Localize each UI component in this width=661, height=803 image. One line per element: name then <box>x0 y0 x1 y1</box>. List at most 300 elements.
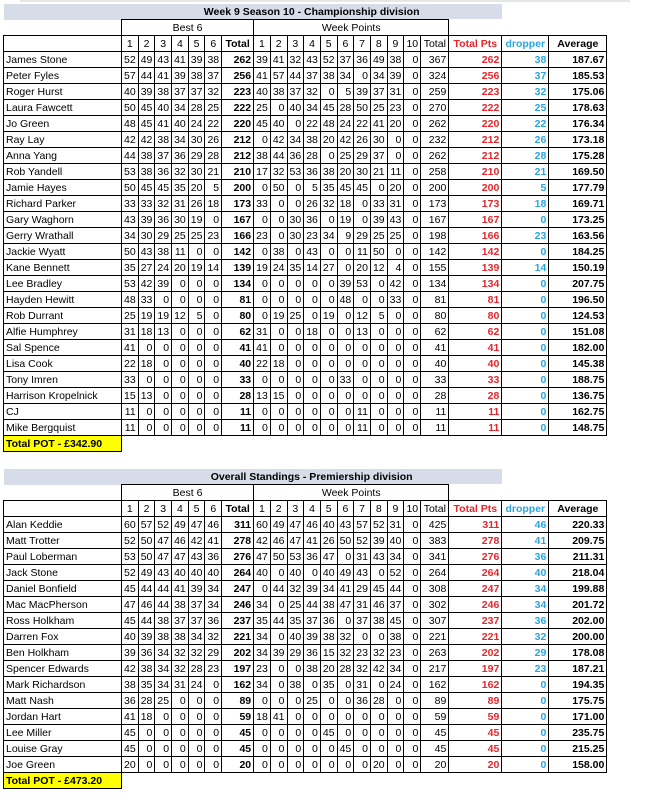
week-score: 45 <box>370 581 387 597</box>
best-score: 40 <box>205 565 222 581</box>
best-score: 37 <box>188 613 205 629</box>
week-score: 0 <box>320 693 337 709</box>
week-score: 44 <box>270 581 287 597</box>
dropper: 37 <box>502 68 549 84</box>
player-name: Louise Gray <box>4 741 122 757</box>
week-score: 40 <box>287 100 304 116</box>
group-header-row <box>4 485 607 501</box>
week-score: 0 <box>404 68 421 84</box>
week-score: 5 <box>304 180 321 196</box>
pot-row <box>4 773 607 789</box>
week-score: 0 <box>320 244 337 260</box>
week-score: 0 <box>254 372 271 388</box>
week-score: 0 <box>287 661 304 677</box>
week-score: 35 <box>287 260 304 276</box>
best-score: 32 <box>172 645 189 661</box>
best-total: 278 <box>222 533 254 549</box>
best-col-header: 3 <box>155 501 172 517</box>
best-score: 37 <box>205 68 222 84</box>
week-score: 0 <box>287 180 304 196</box>
week-score: 0 <box>387 340 404 356</box>
best-score: 12 <box>172 308 189 324</box>
week-score: 0 <box>254 725 271 741</box>
average: 169.50 <box>549 164 607 180</box>
best-col-header: 2 <box>138 501 155 517</box>
best-score: 42 <box>188 533 205 549</box>
best-score: 25 <box>205 100 222 116</box>
week-score: 11 <box>354 420 371 436</box>
week-score: 12 <box>370 260 387 276</box>
week-score: 33 <box>370 196 387 212</box>
total-pts: 276 <box>449 549 502 565</box>
week-score: 0 <box>337 757 354 773</box>
week-score: 22 <box>254 356 271 372</box>
best-score: 35 <box>122 260 139 276</box>
average: 187.21 <box>549 661 607 677</box>
week-score: 45 <box>337 741 354 757</box>
week-score: 0 <box>270 597 287 613</box>
best-score: 45 <box>155 180 172 196</box>
best-score: 60 <box>122 517 139 533</box>
week-score: 0 <box>370 292 387 308</box>
best-score: 24 <box>155 260 172 276</box>
week-total: 45 <box>421 741 449 757</box>
week-score: 20 <box>354 260 371 276</box>
week-total: 221 <box>421 629 449 645</box>
week-score: 0 <box>304 356 321 372</box>
week-score: 0 <box>404 645 421 661</box>
week-col-header: 9 <box>387 501 404 517</box>
week-score: 34 <box>254 645 271 661</box>
best-score: 34 <box>155 677 172 693</box>
week-total: 200 <box>421 180 449 196</box>
week-score: 18 <box>337 196 354 212</box>
best-score: 49 <box>172 517 189 533</box>
week-score: 0 <box>320 757 337 773</box>
table-row <box>4 164 607 180</box>
dropper-header: dropper <box>502 501 549 517</box>
week-score: 52 <box>387 565 404 581</box>
best-score: 5 <box>188 308 205 324</box>
week-score: 0 <box>270 420 287 436</box>
best-score: 38 <box>138 164 155 180</box>
week-score: 30 <box>370 132 387 148</box>
player-name: Darren Fox <box>4 629 122 645</box>
best-score: 20 <box>122 757 139 773</box>
week-score: 0 <box>370 725 387 741</box>
week-score: 32 <box>337 645 354 661</box>
title-blank-cell <box>4 469 122 485</box>
total-pts: 134 <box>449 276 502 292</box>
week-total: 341 <box>421 549 449 565</box>
best-score: 0 <box>172 292 189 308</box>
week-score: 0 <box>404 132 421 148</box>
table-row <box>4 260 607 276</box>
week-score: 0 <box>304 709 321 725</box>
week-score: 32 <box>370 645 387 661</box>
total-pts: 256 <box>449 68 502 84</box>
week-score: 0 <box>287 404 304 420</box>
total-pts: 223 <box>449 84 502 100</box>
table-row <box>4 52 607 68</box>
week-score: 38 <box>320 629 337 645</box>
average: 211.31 <box>549 549 607 565</box>
best-score: 19 <box>138 308 155 324</box>
week-score: 50 <box>337 533 354 549</box>
best-score: 28 <box>188 661 205 677</box>
total-pts: 212 <box>449 132 502 148</box>
player-name: Peter Fyles <box>4 68 122 84</box>
best-score: 0 <box>172 356 189 372</box>
average: 173.25 <box>549 212 607 228</box>
week-score: 5 <box>370 308 387 324</box>
week-total: 383 <box>421 533 449 549</box>
best-score: 0 <box>205 308 222 324</box>
table-row <box>4 709 607 725</box>
week-score: 0 <box>387 244 404 260</box>
best-score: 0 <box>138 404 155 420</box>
week-score: 0 <box>287 356 304 372</box>
best-score: 0 <box>188 276 205 292</box>
best-score: 33 <box>122 196 139 212</box>
best-total: 80 <box>222 308 254 324</box>
week-score: 0 <box>337 725 354 741</box>
total-pts: 166 <box>449 228 502 244</box>
best-score: 49 <box>138 52 155 68</box>
best-score: 28 <box>205 148 222 164</box>
table-row <box>4 180 607 196</box>
week-score: 0 <box>320 276 337 292</box>
week-score: 0 <box>254 308 271 324</box>
dropper: 0 <box>502 725 549 741</box>
player-name: Mike Bergquist <box>4 420 122 436</box>
average: 177.79 <box>549 180 607 196</box>
week-score: 0 <box>354 629 371 645</box>
player-name: Jamie Hayes <box>4 180 122 196</box>
table-row <box>4 420 607 436</box>
week-score: 25 <box>387 228 404 244</box>
dropper: 34 <box>502 581 549 597</box>
week-total: 142 <box>421 244 449 260</box>
week-total: 40 <box>421 356 449 372</box>
best-score: 37 <box>155 148 172 164</box>
best-score: 32 <box>205 84 222 100</box>
player-name: Lee Bradley <box>4 276 122 292</box>
best-total: 33 <box>222 372 254 388</box>
week-score: 0 <box>287 244 304 260</box>
week-score: 36 <box>287 148 304 164</box>
best-score: 0 <box>155 420 172 436</box>
average: 185.53 <box>549 68 607 84</box>
best-score: 43 <box>188 549 205 565</box>
week-score: 20 <box>387 180 404 196</box>
player-name: Anna Yang <box>4 148 122 164</box>
best-score: 29 <box>155 228 172 244</box>
best-score: 39 <box>138 629 155 645</box>
best-score: 18 <box>138 356 155 372</box>
week-score: 37 <box>387 597 404 613</box>
week-score: 0 <box>287 372 304 388</box>
week-score: 34 <box>370 68 387 84</box>
best-score: 11 <box>122 404 139 420</box>
best-total: 166 <box>222 228 254 244</box>
week-score: 0 <box>287 324 304 340</box>
best-score: 36 <box>155 212 172 228</box>
total-pts: 89 <box>449 693 502 709</box>
best-score: 40 <box>122 629 139 645</box>
player-name: Ross Holkham <box>4 613 122 629</box>
week-score: 36 <box>304 645 321 661</box>
table-row <box>4 725 607 741</box>
week-score: 36 <box>354 693 371 709</box>
week-score: 47 <box>287 533 304 549</box>
title-blank-cell <box>4 4 122 20</box>
best-score: 25 <box>188 228 205 244</box>
name-header-cell <box>4 501 122 517</box>
best-score: 46 <box>205 517 222 533</box>
dropper: 0 <box>502 356 549 372</box>
week-score: 25 <box>370 100 387 116</box>
week-score: 42 <box>370 661 387 677</box>
week-total: 270 <box>421 100 449 116</box>
best-score: 45 <box>138 180 155 196</box>
week-score: 0 <box>254 420 271 436</box>
best-score: 14 <box>205 260 222 276</box>
best-total: 45 <box>222 741 254 757</box>
dropper: 0 <box>502 308 549 324</box>
average: 136.75 <box>549 388 607 404</box>
week-score: 35 <box>320 677 337 693</box>
week-score: 0 <box>354 725 371 741</box>
week-score: 0 <box>254 693 271 709</box>
week-score: 45 <box>387 613 404 629</box>
week-score: 0 <box>404 84 421 100</box>
dropper: 0 <box>502 340 549 356</box>
week-score: 34 <box>320 581 337 597</box>
week-score: 41 <box>370 116 387 132</box>
dropper: 36 <box>502 613 549 629</box>
best-score: 46 <box>138 597 155 613</box>
best-score: 38 <box>122 677 139 693</box>
week-score: 0 <box>320 404 337 420</box>
player-name: Harrison Kropelnick <box>4 388 122 404</box>
best-score: 50 <box>138 533 155 549</box>
week-score: 9 <box>337 228 354 244</box>
best-score: 18 <box>205 196 222 212</box>
extra-header-spacer <box>449 20 607 36</box>
table-row <box>4 517 607 533</box>
total-pts: 142 <box>449 244 502 260</box>
average: 151.08 <box>549 324 607 340</box>
player-name: Gerry Wrathall <box>4 228 122 244</box>
best-score: 44 <box>155 597 172 613</box>
week-score: 15 <box>320 645 337 661</box>
week-score: 0 <box>370 356 387 372</box>
player-name: Mac MacPherson <box>4 597 122 613</box>
best-score: 36 <box>155 164 172 180</box>
average: 184.25 <box>549 244 607 260</box>
week-score: 0 <box>404 116 421 132</box>
week-score: 29 <box>354 581 371 597</box>
week-score: 45 <box>254 116 271 132</box>
dropper: 36 <box>502 549 549 565</box>
best-score: 0 <box>138 340 155 356</box>
week-score: 0 <box>404 404 421 420</box>
week-score: 0 <box>370 741 387 757</box>
table-row <box>4 565 607 581</box>
week-score: 0 <box>304 388 321 404</box>
best-score: 0 <box>155 372 172 388</box>
best-score: 38 <box>138 148 155 164</box>
week-score: 0 <box>387 404 404 420</box>
week-score: 33 <box>254 196 271 212</box>
player-name: Roger Hurst <box>4 84 122 100</box>
week-score: 0 <box>354 372 371 388</box>
table-row <box>4 100 607 116</box>
best-score: 34 <box>172 132 189 148</box>
corner-cell <box>4 20 122 36</box>
best-score: 45 <box>122 613 139 629</box>
average: 196.50 <box>549 292 607 308</box>
week-score: 40 <box>287 565 304 581</box>
best-score: 52 <box>122 52 139 68</box>
best-score: 44 <box>155 581 172 597</box>
week-score: 50 <box>270 549 287 565</box>
best-score: 0 <box>155 757 172 773</box>
best-score: 0 <box>172 276 189 292</box>
best-score: 0 <box>205 212 222 228</box>
week-score: 11 <box>354 404 371 420</box>
week-score: 37 <box>304 613 321 629</box>
best-score: 0 <box>205 276 222 292</box>
best-score: 0 <box>172 404 189 420</box>
week-score: 37 <box>370 148 387 164</box>
best-score: 37 <box>172 613 189 629</box>
best-score: 38 <box>172 597 189 613</box>
table-title-row <box>4 4 607 20</box>
best-total: 276 <box>222 549 254 565</box>
week-total: 81 <box>421 292 449 308</box>
table-row <box>4 196 607 212</box>
week-score: 0 <box>387 709 404 725</box>
week-score: 0 <box>287 196 304 212</box>
week-col-header: 6 <box>337 501 354 517</box>
week-score: 43 <box>370 549 387 565</box>
week-score: 12 <box>354 308 371 324</box>
week-score: 44 <box>387 581 404 597</box>
week-score: 32 <box>270 164 287 180</box>
best-score: 44 <box>138 581 155 597</box>
best-total: 45 <box>222 725 254 741</box>
best-score: 32 <box>188 645 205 661</box>
player-name: Ray Lay <box>4 132 122 148</box>
week-score: 18 <box>270 356 287 372</box>
week-score: 0 <box>370 276 387 292</box>
week-score: 0 <box>320 148 337 164</box>
week-score: 32 <box>337 629 354 645</box>
average: 220.33 <box>549 517 607 533</box>
week-total: 11 <box>421 404 449 420</box>
week-score: 24 <box>387 677 404 693</box>
average-header: Average <box>549 501 607 517</box>
best-total: 62 <box>222 324 254 340</box>
best-score: 40 <box>188 565 205 581</box>
average: 175.75 <box>549 693 607 709</box>
best-score: 0 <box>205 725 222 741</box>
week-total: 307 <box>421 613 449 629</box>
week-total: 217 <box>421 661 449 677</box>
best-score: 0 <box>172 709 189 725</box>
week-score: 0 <box>287 741 304 757</box>
week-score: 0 <box>354 709 371 725</box>
week-score: 0 <box>287 340 304 356</box>
total-pts: 59 <box>449 709 502 725</box>
best-score: 19 <box>188 260 205 276</box>
week-score: 0 <box>320 340 337 356</box>
best-total: 40 <box>222 356 254 372</box>
week-score: 19 <box>254 260 271 276</box>
week-score: 22 <box>304 116 321 132</box>
week-score: 0 <box>337 340 354 356</box>
best-col-header: 1 <box>122 36 139 52</box>
week-score: 0 <box>287 388 304 404</box>
best-score: 26 <box>188 196 205 212</box>
total-pts: 80 <box>449 308 502 324</box>
player-name: Laura Fawcett <box>4 100 122 116</box>
week-score: 36 <box>354 52 371 68</box>
week-col-header: 2 <box>270 36 287 52</box>
table-row <box>4 244 607 260</box>
week-score: 27 <box>320 260 337 276</box>
week-score: 19 <box>270 308 287 324</box>
best-score: 0 <box>172 388 189 404</box>
best-score: 39 <box>188 52 205 68</box>
week-score: 0 <box>387 725 404 741</box>
premiership-table <box>3 469 607 789</box>
week-score: 0 <box>337 613 354 629</box>
week-score: 30 <box>354 164 371 180</box>
table-row <box>4 693 607 709</box>
week-score: 49 <box>370 52 387 68</box>
week-col-header: 7 <box>354 501 371 517</box>
best-score: 39 <box>155 276 172 292</box>
week-score: 23 <box>387 100 404 116</box>
best-score: 0 <box>155 340 172 356</box>
week-score: 48 <box>337 292 354 308</box>
best-score: 41 <box>172 581 189 597</box>
week-score: 0 <box>337 549 354 565</box>
best-score: 0 <box>172 693 189 709</box>
week-score: 20 <box>320 661 337 677</box>
best-total: 139 <box>222 260 254 276</box>
week-score: 44 <box>287 68 304 84</box>
best-score: 41 <box>155 116 172 132</box>
table-row <box>4 212 607 228</box>
total-pot: Total POT - £342.90 <box>4 436 122 452</box>
week-score: 0 <box>270 340 287 356</box>
best-score: 36 <box>205 549 222 565</box>
best-score: 45 <box>122 581 139 597</box>
best-score: 32 <box>155 196 172 212</box>
week-score: 0 <box>304 340 321 356</box>
week-score: 0 <box>404 308 421 324</box>
best-score: 43 <box>122 212 139 228</box>
average: 150.19 <box>549 260 607 276</box>
total-pts: 33 <box>449 372 502 388</box>
dropper: 0 <box>502 404 549 420</box>
average: 163.56 <box>549 228 607 244</box>
best-score: 34 <box>172 100 189 116</box>
